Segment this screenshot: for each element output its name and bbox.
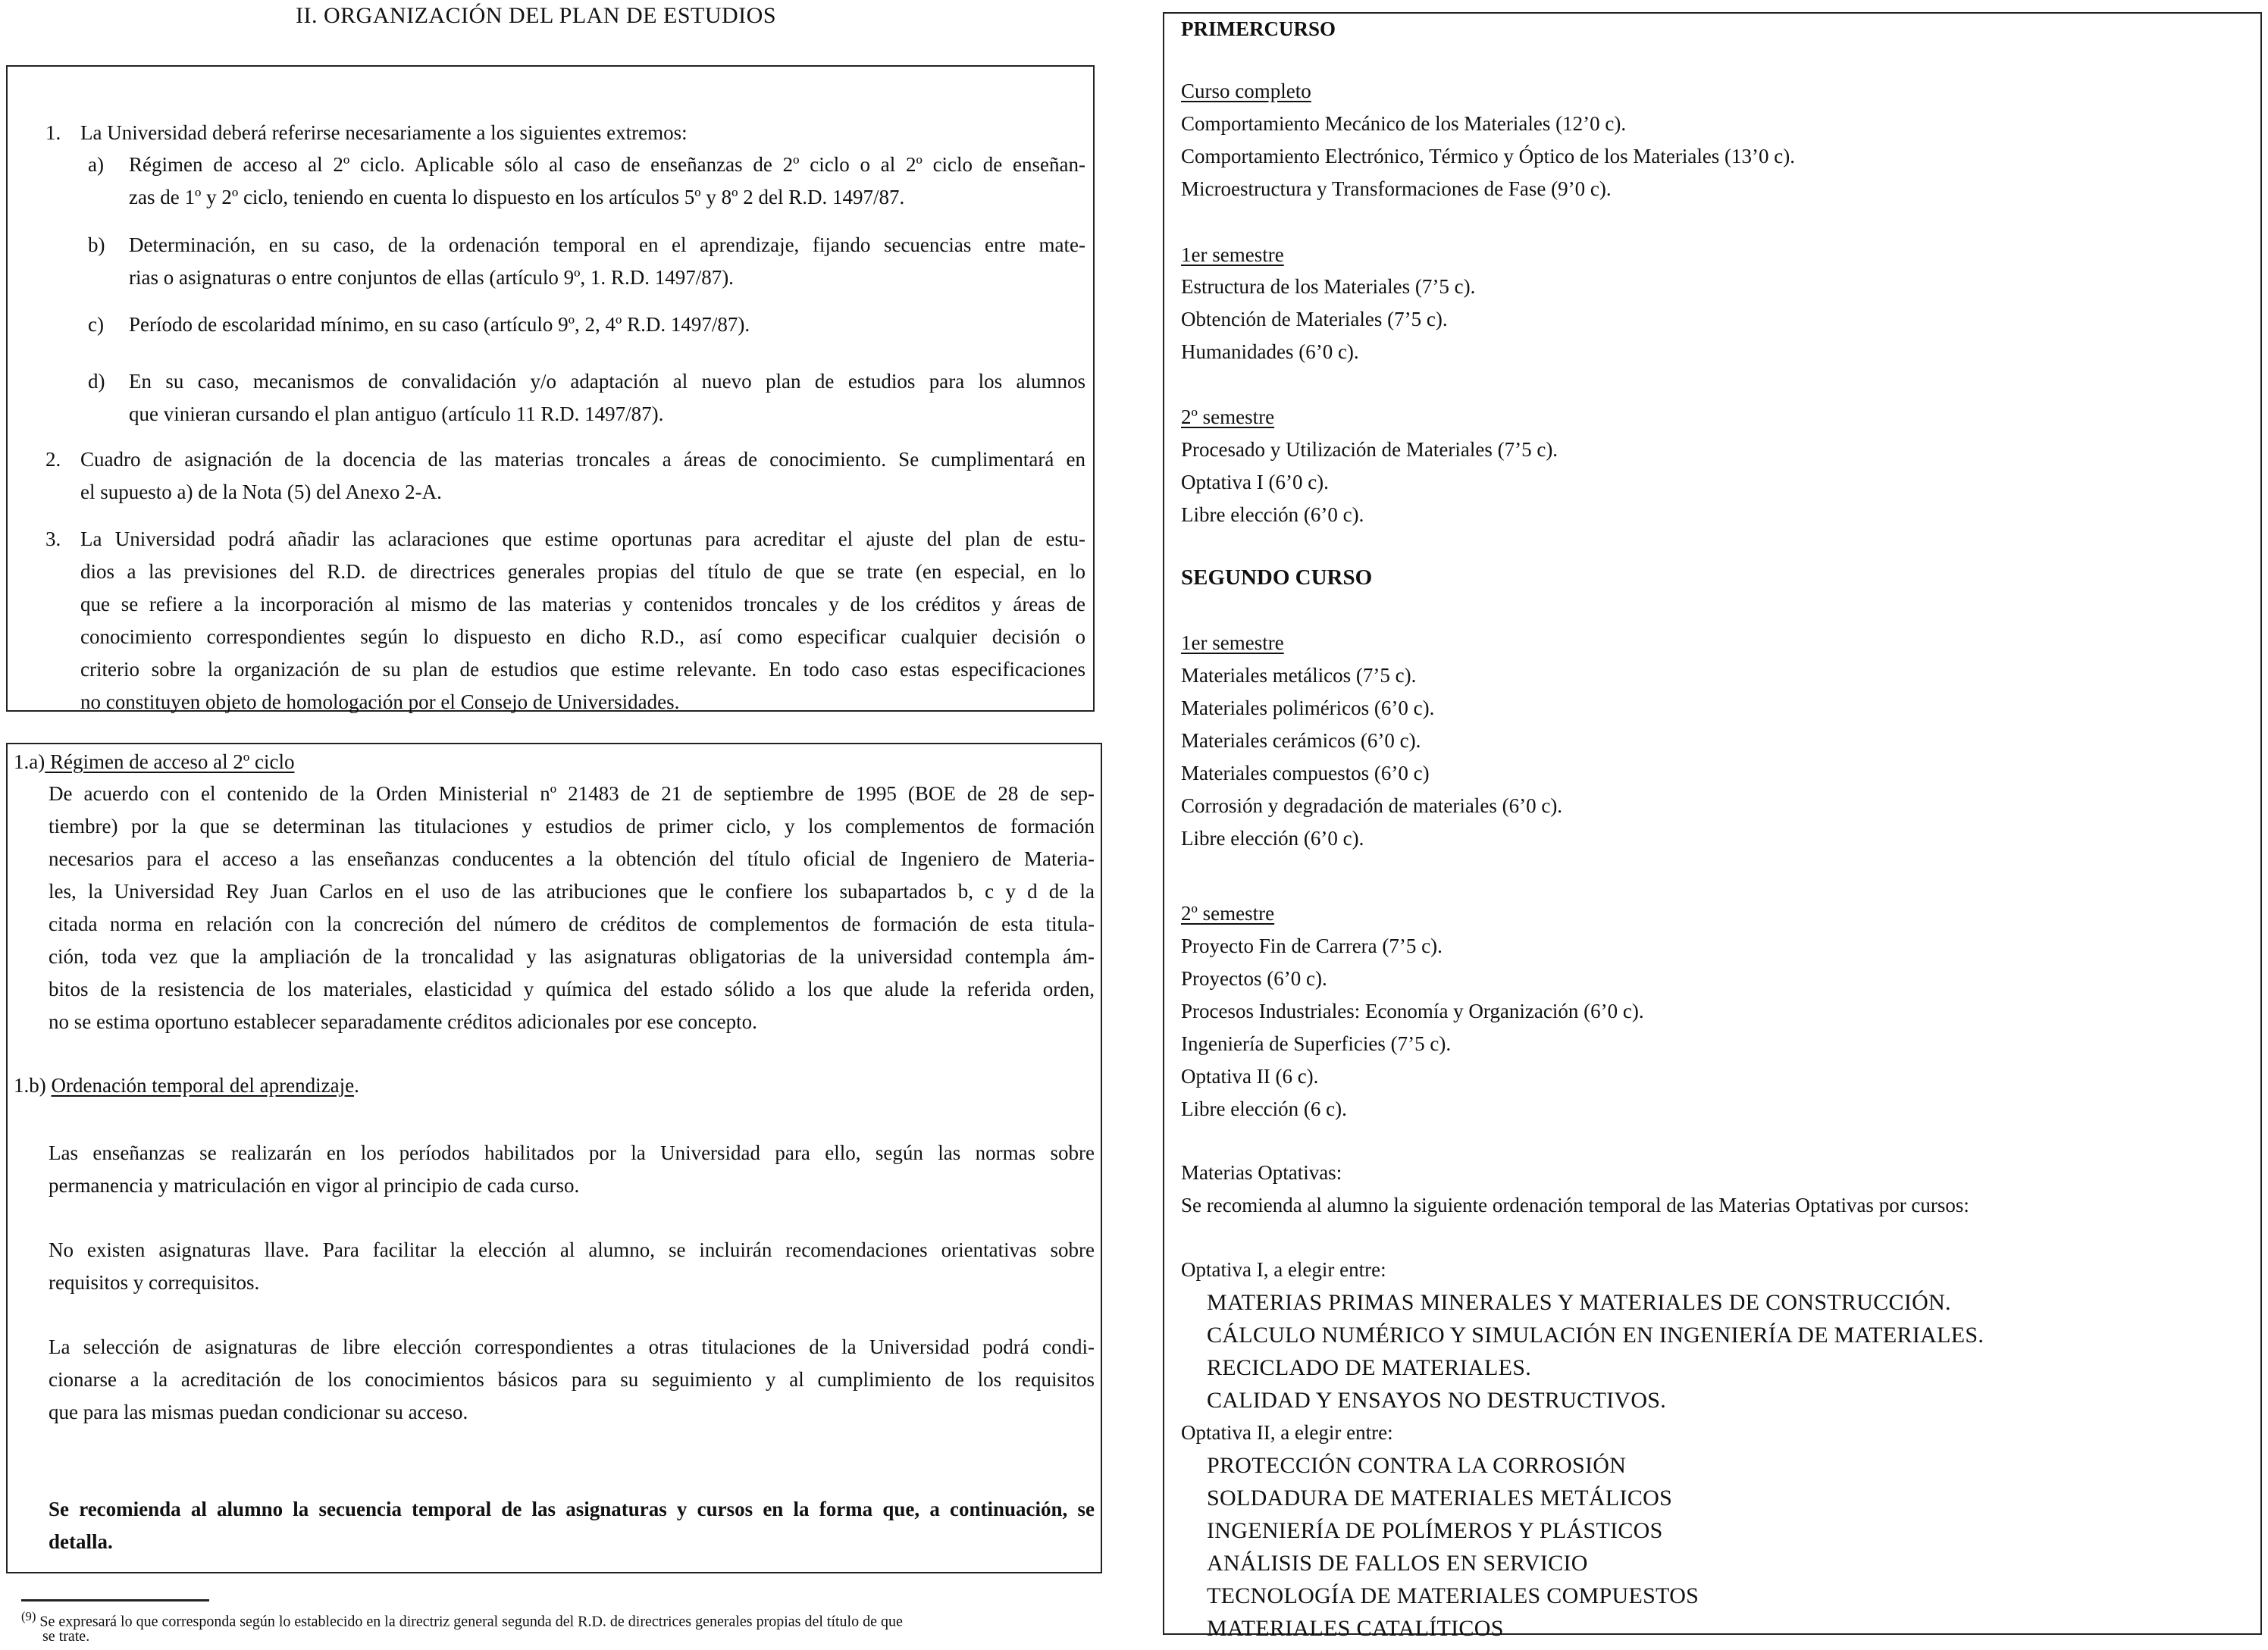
optativa-ii-label: Optativa II, a elegir entre:	[1181, 1421, 1393, 1444]
list-semester	[1181, 434, 1558, 531]
instruction-text: Régimen de acceso al 2º ciclo. Aplicable sólo al caso de enseñanzas de 2º ciclo o al 2º ciclo de enseñan-	[129, 153, 1085, 176]
paragraph-line: tiembre) por la que se determinan las titulaciones y estudios de primer ciclo, y los complementos de formación	[49, 815, 1095, 838]
item-label: a)	[88, 153, 104, 176]
list-item: MATERIALES CATALÍTICOS	[1207, 1616, 1504, 1641]
list-item: Libre elección (6 c).	[1181, 1097, 1347, 1120]
paragraph-line: no se estima oportuno establecer separadamente créditos adicionales por ese concepto.	[49, 1010, 757, 1033]
item-label: d)	[88, 370, 105, 393]
list-curso-completo	[1181, 108, 1795, 205]
paragraph-line: requisitos y correquisitos.	[49, 1271, 260, 1294]
paragraph-line: permanencia y matriculación en vigor al principio de cada curso.	[49, 1174, 580, 1197]
list-item: Proyecto Fin de Carrera (7’5 c).	[1181, 935, 1443, 957]
paragraph-line: que para las mismas puedan condicionar su acceso.	[49, 1401, 468, 1423]
optativa-i-label: Optativa I, a elegir entre:	[1181, 1258, 1386, 1281]
paragraph-line: De acuerdo con el contenido de la Orden Ministerial nº 21483 de 21 de septiembre de 1995 (BOE de 28 de sep-	[49, 782, 1095, 805]
list-item: Ingeniería de Superficies (7’5 c).	[1181, 1032, 1452, 1055]
list-semester	[1181, 271, 1475, 368]
heading-segundo-curso: SEGUNDO CURSO	[1181, 565, 1373, 590]
paragraph-line: ción, toda vez que la ampliación de la troncalidad y las asignaturas obligatorias de la universidad contempla ám-	[49, 945, 1095, 968]
list-item: Humanidades (6’0 c).	[1181, 340, 1359, 363]
instruction-text: no constituyen objeto de homologación por el Consejo de Universidades.	[80, 690, 680, 713]
instruction-text: que se refiere a la incorporación al mismo de las materias y contenidos troncales y de los créditos y áreas de	[80, 593, 1085, 615]
instruction-text: rias o asignaturas o entre conjuntos de ellas (artículo 9º, 1. R.D. 1497/87).	[129, 266, 734, 289]
list-item: PROTECCIÓN CONTRA LA CORROSIÓN	[1207, 1453, 1627, 1478]
list-semester	[1181, 930, 1644, 1126]
list-item: Obtención de Materiales (7’5 c).	[1181, 308, 1448, 330]
paragraph-line: La selección de asignaturas de libre elección correspondientes a otras titulaciones de la Universidad podrá condi-	[49, 1335, 1095, 1358]
instruction-text: En su caso, mecanismos de convalidación y/o adaptación al nuevo plan de estudios para los alumnos	[129, 370, 1085, 393]
list-item: Optativa II (6 c).	[1181, 1065, 1319, 1088]
heading-primer-curso: PRIMERCURSO	[1181, 17, 1336, 40]
list-item: Microestructura y Transformaciones de Fase (9’0 c).	[1181, 177, 1612, 200]
list-item: Materiales metálicos (7’5 c).	[1181, 664, 1417, 687]
study-plan-box	[1163, 12, 2262, 1641]
list-item: Materiales poliméricos (6’0 c).	[1181, 697, 1435, 719]
instruction-text: Período de escolaridad mínimo, en su caso (artículo 9º, 2, 4º R.D. 1497/87).	[129, 313, 750, 336]
subheading-semester: 2º semestre	[1181, 902, 1275, 925]
footnote-text: se trate.	[42, 1628, 90, 1645]
list-item: Materiales compuestos (6’0 c)	[1181, 762, 1430, 784]
list-item: Materiales cerámicos (6’0 c).	[1181, 729, 1421, 752]
instruction-text: dios a las previsiones del R.D. de directrices generales propias del título de que se trate (en especial, en lo	[80, 560, 1085, 583]
list-item: Proyectos (6’0 c).	[1181, 967, 1327, 990]
footnote-marker: (9)	[21, 1609, 36, 1623]
list-item: Procesos Industriales: Economía y Organización (6’0 c).	[1181, 1000, 1644, 1022]
instruction-text: Cuadro de asignación de la docencia de las materias troncales a áreas de conocimiento. Se cumplimentará en	[80, 448, 1085, 471]
list-item: Comportamiento Electrónico, Térmico y Óptico de los Materiales (13’0 c).	[1181, 145, 1796, 168]
paragraph-line: detalla.	[49, 1530, 113, 1553]
list-item: Procesado y Utilización de Materiales (7’5 c).	[1181, 438, 1558, 461]
paragraph-line: Las enseñanzas se realizarán en los períodos habilitados por la Universidad para ello, según las normas sobre	[49, 1141, 1095, 1164]
footnote-text: Se expresará lo que corresponda según lo establecido en la directriz general segunda del R.D. de directrices generales propias del título de que	[39, 1613, 903, 1630]
subheading-curso-completo: Curso completo	[1181, 80, 1311, 102]
list-item: SOLDADURA DE MATERIALES METÁLICOS	[1207, 1486, 1673, 1511]
list-item: Corrosión y degradación de materiales (6’0 c).	[1181, 794, 1563, 817]
paragraph-line: necesarios para el acceso a las enseñanzas conducentes a la obtención del título oficial de Ingeniero de Materia-	[49, 847, 1095, 870]
page-title: II. ORGANIZACIÓN DEL PLAN DE ESTUDIOS	[296, 3, 776, 28]
paragraph-line: cionarse a la acreditación de los conocimientos básicos para su seguimiento y al cumplimiento de los requisitos	[49, 1368, 1095, 1391]
list-item: Libre elección (6’0 c).	[1181, 503, 1364, 526]
list-item: Comportamiento Mecánico de los Materiales (12’0 c).	[1181, 112, 1627, 135]
subheading-semester: 1er semestre	[1181, 631, 1284, 654]
optativas-title: Materias Optativas:	[1181, 1161, 1342, 1184]
item-number: 2.	[45, 448, 61, 471]
paragraph-line: bitos de la resistencia de los materiales, elasticidad y química del estado sólido a los que alude la referida orden,	[49, 978, 1095, 1000]
paragraph-line: Se recomienda al alumno la secuencia temporal de las asignaturas y cursos en la forma que, a continuación, se	[49, 1498, 1095, 1520]
paragraph-line: les, la Universidad Rey Juan Carlos en el uso de las atribuciones que le confiere los subapartados b, c y d de la	[49, 880, 1095, 903]
optativas-intro: Se recomienda al alumno la siguiente ordenación temporal de las Materias Optativas por cursos:	[1181, 1194, 1969, 1216]
instruction-text: que vinieran cursando el plan antiguo (artículo 11 R.D. 1497/87).	[129, 402, 664, 425]
instruction-text: conocimiento correspondientes según lo dispuesto en dicho R.D., así como especificar cualquier decisión o	[80, 625, 1085, 648]
item-number: 1.	[45, 121, 61, 144]
item-number: 3.	[45, 528, 61, 550]
paragraph-line: No existen asignaturas llave. Para facilitar la elección al alumno, se incluirán recomendaciones orientativas sobre	[49, 1238, 1095, 1261]
item-label: c)	[88, 313, 104, 336]
paragraph-line: citada norma en relación con la concreción del número de créditos de complementos de formación de esta titula-	[49, 913, 1095, 935]
list-optativa-i	[1207, 1286, 1984, 1417]
list-item: Estructura de los Materiales (7’5 c).	[1181, 275, 1476, 298]
list-item: Optativa I (6’0 c).	[1181, 471, 1329, 493]
list-item: CÁLCULO NUMÉRICO Y SIMULACIÓN EN INGENIERÍA DE MATERIALES.	[1207, 1323, 1984, 1348]
instruction-text: zas de 1º y 2º ciclo, teniendo en cuenta lo dispuesto en los artículos 5º y 8º 2 del R.D. 1497/87.	[129, 186, 905, 208]
list-item: MATERIAS PRIMAS MINERALES Y MATERIALES DE CONSTRUCCIÓN.	[1207, 1290, 1951, 1315]
footnote-rule	[21, 1599, 209, 1601]
list-optativa-ii	[1207, 1449, 1699, 1645]
section-heading-1a: 1.a) Régimen de acceso al 2º ciclo	[14, 750, 295, 773]
instruction-text: el supuesto a) de la Nota (5) del Anexo 2-A.	[80, 481, 442, 503]
list-item: TECNOLOGÍA DE MATERIALES COMPUESTOS	[1207, 1583, 1699, 1608]
instruction-text: La Universidad podrá añadir las aclaraciones que estime oportunas para acreditar el ajuste del plan de estu-	[80, 528, 1085, 550]
instruction-text: La Universidad deberá referirse necesariamente a los siguientes extremos:	[80, 121, 688, 144]
subheading-semester: 1er semestre	[1181, 243, 1284, 266]
list-item: INGENIERÍA DE POLÍMEROS Y PLÁSTICOS	[1207, 1518, 1663, 1543]
list-item: Libre elección (6’0 c).	[1181, 827, 1364, 850]
list-item: RECICLADO DE MATERIALES.	[1207, 1355, 1532, 1380]
section-heading-1b: 1.b) Ordenación temporal del aprendizaje.	[14, 1074, 359, 1097]
list-item: ANÁLISIS DE FALLOS EN SERVICIO	[1207, 1551, 1588, 1576]
instructions-box	[6, 65, 1095, 712]
instruction-text: criterio sobre la organización de su plan de estudios que estime relevante. En todo caso estas especificaciones	[80, 658, 1085, 681]
item-label: b)	[88, 233, 105, 256]
list-item: CALIDAD Y ENSAYOS NO DESTRUCTIVOS.	[1207, 1388, 1667, 1413]
instruction-text: Determinación, en su caso, de la ordenación temporal en el aprendizaje, fijando secuencias entre mate-	[129, 233, 1085, 256]
regimen-box	[6, 743, 1102, 1573]
subheading-semester: 2º semestre	[1181, 405, 1275, 428]
list-semester	[1181, 659, 1562, 855]
